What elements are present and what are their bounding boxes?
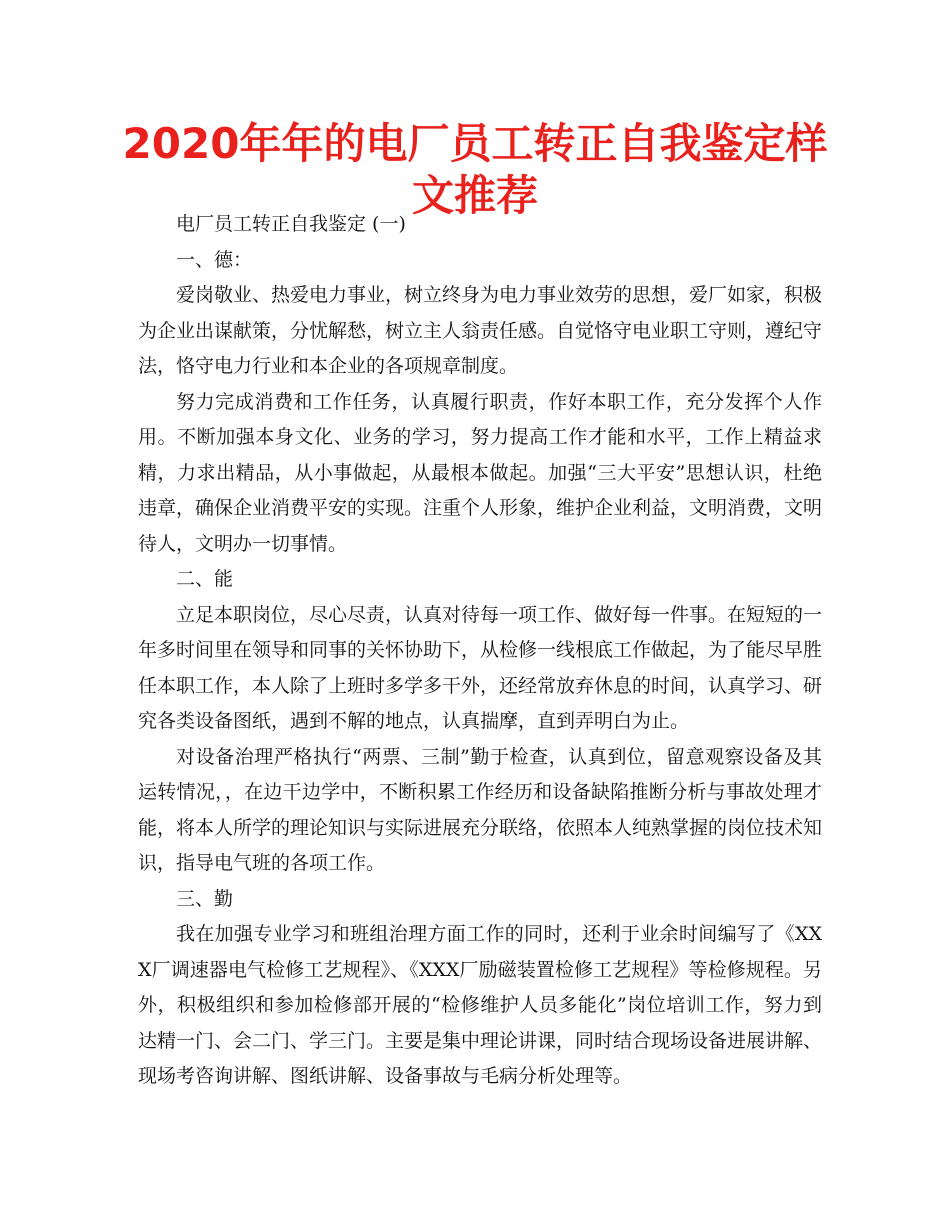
body-paragraph: 努力完成消费和工作任务，认真履行职责，作好本职工作，充分发挥个人作用。不断加强本身文化、业务的学习，努力提高工作才能和水平，工作上精益求精，力求出精品，从小事做起，从最根本做起。加强“三大平安”思想认识，杜绝违章，确保企业消费平安的实现。注重个人形象，维护企业利益，文明消费，文明待人，文明办一切事情。 [138,390,823,555]
subsection-heading-de: 一、德： [176,248,253,271]
body-paragraph: 立足本职岗位，尽心尽责，认真对待每一项工作、做好每一件事。在短短的一年多时间里在领导和同事的关怀协助下，从检修一线根底工作做起，为了能尽早胜任本职工作，本人除了上班时多学多干外，还经常放弃休息的时间，认真学习、研究各类设备图纸，遇到不解的地点，认真揣摩，直到弄明白为止。 [138,603,823,732]
body-paragraph: 爱岗敬业、热爱电力事业，树立终身为电力事业效劳的思想，爱厂如家，积极为企业出谋献策，分忧解愁，树立主人翁责任感。自觉恪守电业职工守则，遵纪守法，恪守电力行业和本企业的各项规章制度。 [138,284,823,377]
subsection-heading-neng: 二、能 [176,568,234,590]
subsection-heading-qin: 三、勤 [176,887,234,910]
document-title: 2020年年的电厂员工转正自我鉴定样文推荐 [122,119,828,220]
document-body [138,207,822,1095]
body-paragraph: 我在加强专业学习和班组治理方面工作的同时，还利于业余时间编写了《XXX厂调速器电气检修工艺规程》、《XXX厂励磁装置检修工艺规程》等检修规程。另外，积极组织和参加检修部开展的“检修维护人员多能化”岗位培训工作，努力到达精一门、会二门、学三门。主要是集中理论讲课，同时结合现场设备进展讲解、现场考咨询讲解、图纸讲解、设备事故与毛病分析处理等。 [138,923,823,1087]
section-heading: 电厂员工转正自我鉴定 (一) [176,213,406,235]
body-paragraph: 对设备治理严格执行“两票、三制”勤于检查，认真到位，留意观察设备及其运转情况，，在边干边学中，不断积累工作经历和设备缺陷推断分析与事故处理才能，将本人所学的理论知识与实际进展充分联络，依照本人纯熟掌握的岗位技术知识，指导电气班的各项工作。 [138,745,823,874]
